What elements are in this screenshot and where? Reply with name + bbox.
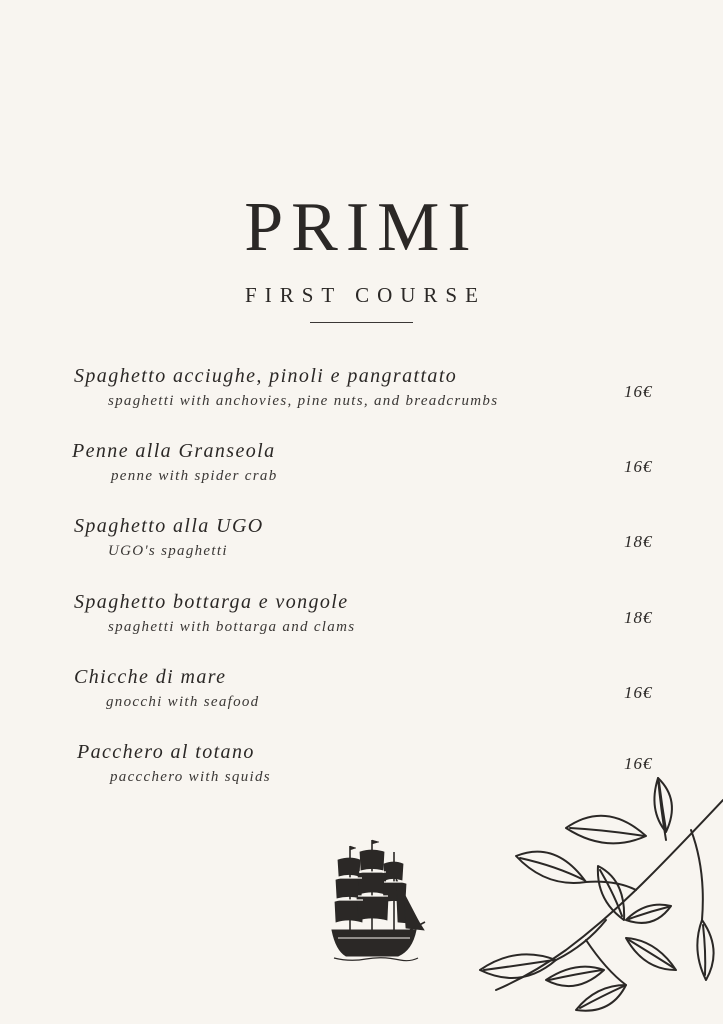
- title-divider: [310, 322, 413, 323]
- menu-item-price: 18€: [624, 532, 653, 551]
- menu-item-description: penne with spider crab: [111, 468, 278, 484]
- menu-item-price: 16€: [624, 754, 653, 773]
- menu-item: [0, 362, 723, 432]
- menu-item: [0, 512, 723, 582]
- menu-item-description: UGO's spaghetti: [108, 543, 228, 559]
- menu-item-description: spaghetti with bottarga and clams: [108, 619, 356, 635]
- menu-item-name: Pacchero al totano: [77, 741, 255, 763]
- page-title: PRIMI: [244, 189, 479, 266]
- menu-item: [0, 663, 723, 733]
- menu-item-description: spaghetti with anchovies, pine nuts, and breadcrumbs: [108, 393, 499, 409]
- menu-item-name: Spaghetto acciughe, pinoli e pangrattato: [74, 365, 458, 387]
- menu-item-price: 16€: [624, 457, 653, 476]
- menu-item-price: 18€: [624, 608, 653, 627]
- menu-item: [0, 588, 723, 658]
- sailing-ship-icon: [330, 838, 426, 964]
- menu-item-price: 16€: [624, 683, 653, 702]
- menu-item-name: Spaghetto bottarga e vongole: [74, 591, 349, 613]
- page-subtitle: FIRST COURSE: [245, 283, 486, 307]
- menu-item-name: Spaghetto alla UGO: [74, 515, 264, 537]
- menu-item-price: 16€: [624, 382, 653, 401]
- menu-item-name: Chicche di mare: [74, 666, 227, 688]
- menu-item-name: Penne alla Granseola: [72, 440, 276, 462]
- leaf-branch-illustration: [476, 770, 723, 1024]
- menu-item: [0, 437, 723, 507]
- menu-item-description: gnocchi with seafood: [106, 694, 260, 710]
- menu-item-description: paccchero with squids: [110, 769, 271, 785]
